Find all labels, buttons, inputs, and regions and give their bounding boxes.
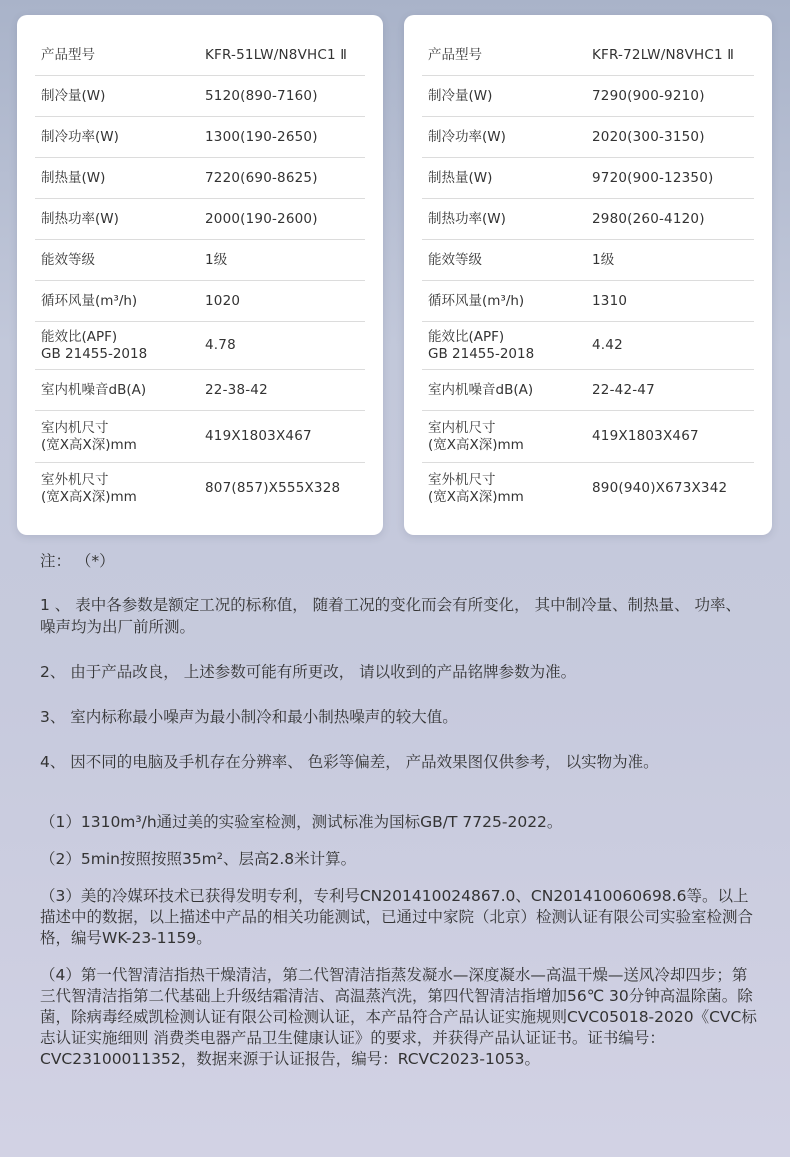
spec-value: 807(857)X555X328 xyxy=(205,480,341,496)
spec-value: 7290(900-9210) xyxy=(592,87,705,104)
reference-item: （2）5min按照按照35m²、层高2.8米计算。 xyxy=(40,850,357,868)
spec-row xyxy=(422,370,754,411)
spec-value: 1020 xyxy=(205,292,241,309)
spec-value: 419X1803X467 xyxy=(592,428,699,444)
spec-value: 9720(900-12350) xyxy=(592,169,714,186)
spec-row xyxy=(35,76,365,117)
spec-label: 制冷量(W) xyxy=(428,87,493,104)
notes-heading: 注： （*） xyxy=(40,552,115,570)
spec-table-right xyxy=(422,35,754,514)
reference-item: （4）第一代智清洁指热干燥清洁，第二代智清洁指蒸发凝水—深度凝水—高温干燥—送风冷却四步；第三代智清洁指第二代基础上升级结霜清洁、高温蒸汽洗，第四代智清洁指增加56℃ 30分钟高温除菌。除菌，除病毒经威凯检测认证有限公司检测认证，本产品符合产品认证实施规则CVC05018-2020《CVC标志认证实施细则 消费类电器产品卫生健康认证》的要求，并获得产品认证证书。证书编号：CVC23100011352，数据来源于认证报告，编号：RCVC2023-1053。 xyxy=(40,966,757,1068)
spec-value: 22-42-47 xyxy=(592,381,655,398)
note-item: 2、 由于产品改良， 上述参数可能有所更改， 请以收到的产品铭牌参数为准。 xyxy=(40,663,577,681)
spec-value: 5120(890-7160) xyxy=(205,87,318,104)
spec-label: 制热量(W) xyxy=(41,169,106,186)
spec-row xyxy=(422,199,754,240)
spec-value: 2000(190-2600) xyxy=(205,210,318,227)
spec-row xyxy=(422,35,754,76)
spec-value: 1级 xyxy=(592,251,615,268)
references-section xyxy=(40,812,762,1086)
spec-value: 419X1803X467 xyxy=(205,428,312,444)
spec-row xyxy=(422,117,754,158)
note-item: 3、 室内标称最小噪声为最小制冷和最小制热噪声的较大值。 xyxy=(40,708,458,726)
spec-value: 1级 xyxy=(205,251,228,268)
notes-section xyxy=(40,550,760,796)
note-item: 4、 因不同的电脑及手机存在分辨率、 色彩等偏差， 产品效果图仅供参考， 以实物为准。 xyxy=(40,753,659,771)
spec-value: 1300(190-2650) xyxy=(205,128,318,145)
spec-label: 产品型号 xyxy=(41,46,95,63)
spec-label: 制冷功率(W) xyxy=(41,128,119,145)
spec-value: 22-38-42 xyxy=(205,381,268,398)
spec-value: KFR-51LW/N8VHC1 Ⅱ xyxy=(205,46,348,63)
note-item: 1 、 表中各参数是额定工况的标称值， 随着工况的变化而会有所变化， 其中制冷量、制热量、 功率、 噪声均为出厂前所测。 xyxy=(40,596,741,636)
spec-row xyxy=(35,35,365,76)
spec-value: 4.78 xyxy=(205,337,236,353)
spec-label: 能效等级 xyxy=(428,251,482,268)
spec-label: 循环风量(m³/h) xyxy=(41,292,138,309)
spec-label: 室外机尺寸 (宽X高X深)mm xyxy=(428,471,524,505)
spec-label: 室外机尺寸 (宽X高X深)mm xyxy=(41,471,137,505)
spec-row xyxy=(422,281,754,322)
spec-card-right xyxy=(404,15,772,535)
spec-value: 890(940)X673X342 xyxy=(592,480,728,496)
spec-value: 7220(690-8625) xyxy=(205,169,318,186)
spec-value: KFR-72LW/N8VHC1 Ⅱ xyxy=(592,46,735,63)
spec-row xyxy=(35,370,365,411)
spec-row xyxy=(35,240,365,281)
spec-card-left xyxy=(17,15,383,535)
spec-label: 能效等级 xyxy=(41,251,95,268)
spec-value: 1310 xyxy=(592,292,628,309)
spec-row xyxy=(35,411,365,463)
spec-row xyxy=(35,281,365,322)
spec-row xyxy=(422,322,754,370)
spec-label: 制热功率(W) xyxy=(428,210,506,227)
spec-row xyxy=(422,76,754,117)
spec-label: 室内机噪音dB(A) xyxy=(428,381,534,398)
spec-label: 产品型号 xyxy=(428,46,482,63)
spec-row xyxy=(35,158,365,199)
spec-label: 室内机噪音dB(A) xyxy=(41,381,147,398)
spec-label: 制热功率(W) xyxy=(41,210,119,227)
spec-label: 能效比(APF) GB 21455-2018 xyxy=(428,328,535,362)
spec-label: 室内机尺寸 (宽X高X深)mm xyxy=(41,419,137,453)
reference-item: （1）1310m³/h通过美的实验室检测，测试标准为国标GB/T 7725-2022。 xyxy=(40,813,563,831)
spec-label: 循环风量(m³/h) xyxy=(428,292,525,309)
spec-value: 2020(300-3150) xyxy=(592,128,705,145)
spec-label: 制热量(W) xyxy=(428,169,493,186)
spec-label: 能效比(APF) GB 21455-2018 xyxy=(41,328,148,362)
spec-row xyxy=(35,322,365,370)
spec-label: 室内机尺寸 (宽X高X深)mm xyxy=(428,419,524,453)
spec-row xyxy=(35,117,365,158)
spec-row xyxy=(422,240,754,281)
spec-label: 制冷量(W) xyxy=(41,87,106,104)
spec-table-left xyxy=(35,35,365,514)
spec-row xyxy=(35,463,365,514)
spec-row xyxy=(422,411,754,463)
spec-value: 2980(260-4120) xyxy=(592,210,705,227)
spec-row xyxy=(422,158,754,199)
spec-row xyxy=(422,463,754,514)
spec-label: 制冷功率(W) xyxy=(428,128,506,145)
spec-row xyxy=(35,199,365,240)
spec-value: 4.42 xyxy=(592,337,623,353)
reference-item: （3）美的冷媒环技术已获得发明专利，专利号CN201410024867.0、CN201410060698.6等。以上描述中的数据，以上描述中产品的相关功能测试，已通过中家院（北京）检测认证有限公司实验室检测合格，编号WK-23-1159。 xyxy=(40,887,754,947)
